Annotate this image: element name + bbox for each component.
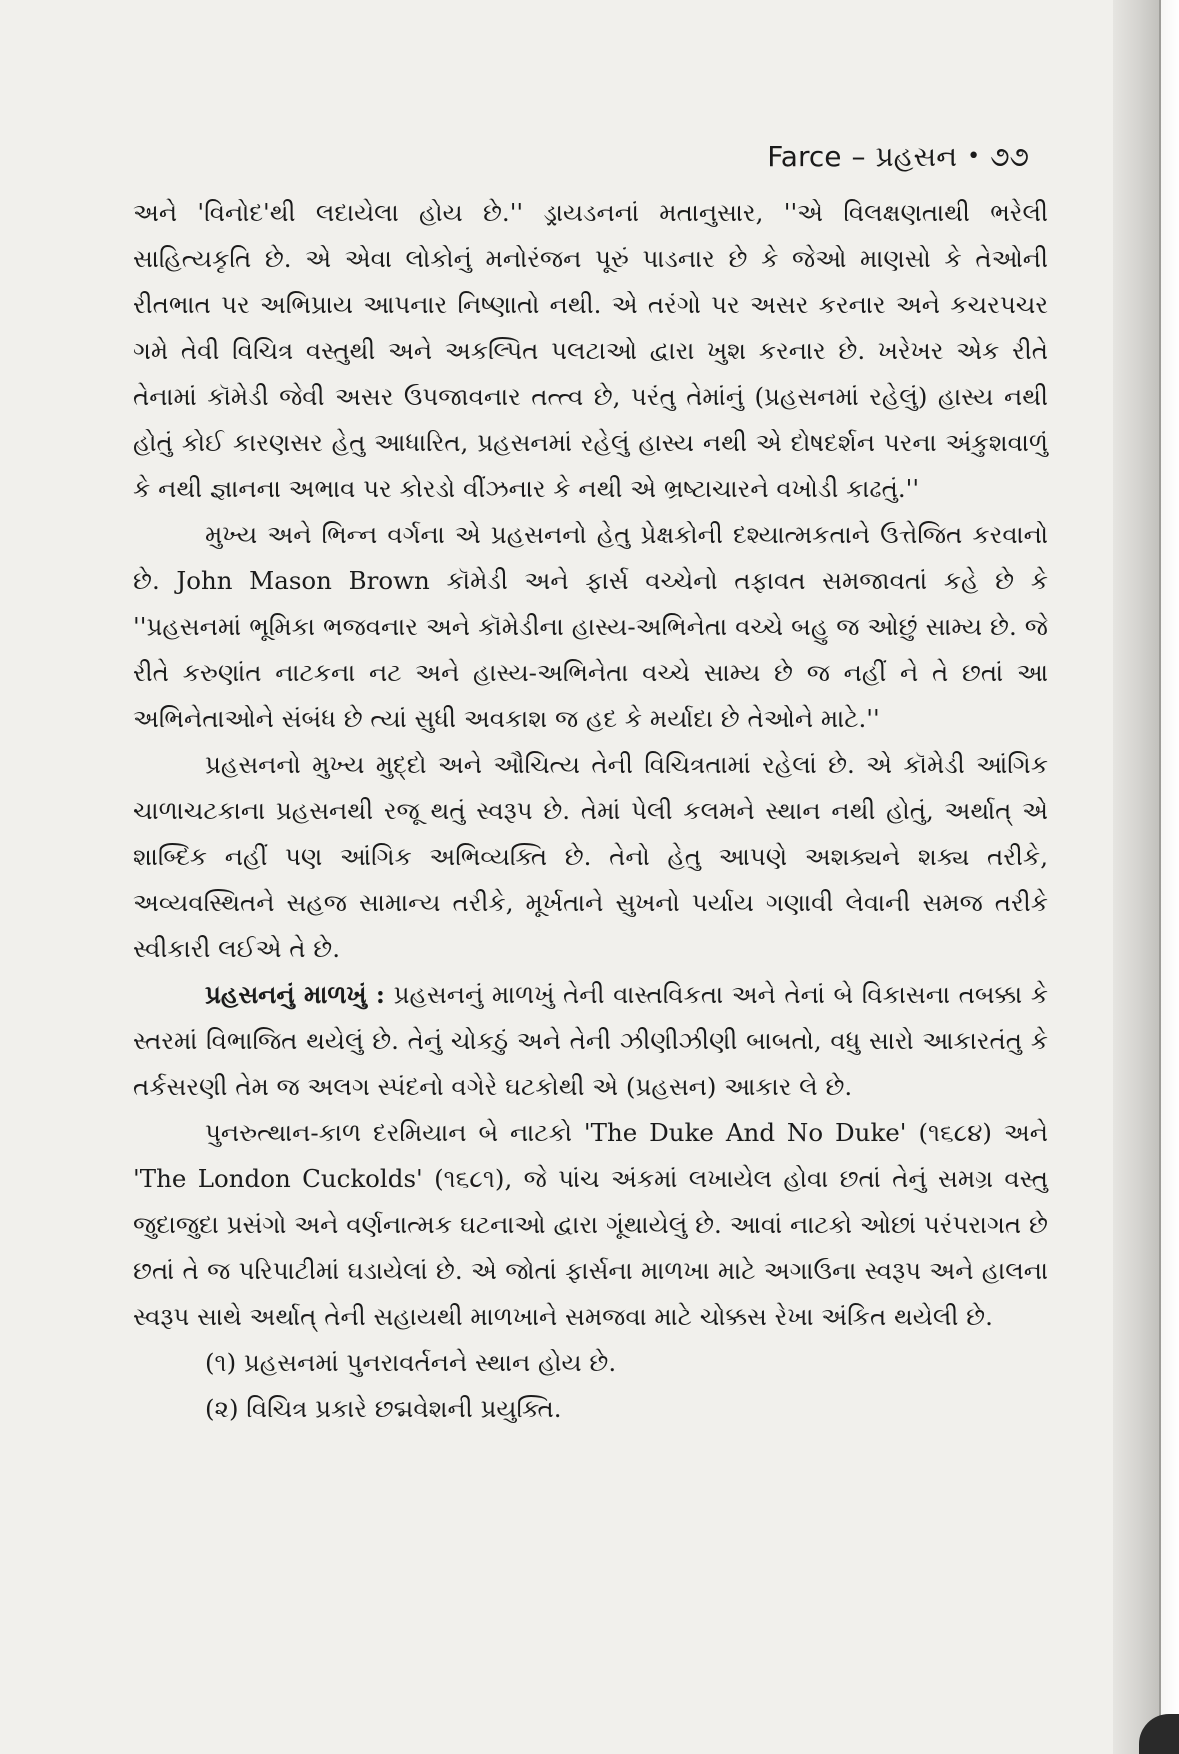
paragraph-1: અને 'વિનોદ'થી લદાયેલા હોય છે.'' ડ્રાયડનનાં મતાનુસાર, ''એ વિલક્ષણતાથી ભરેલી સાહિત્યકૃતિ છે. એ એવા લોકોનું મનોરંજન પૂરું પાડનાર છે કે જેઓ માણસો કે તેઓની રીતભાત પર અભિપ્રાય આપનાર નિષ્ણાતો નથી. એ તરંગો પર અસર કરનાર અને કચરપચર ગમે તેવી વિચિત્ર વસ્તુથી અને અકલ્પિત પલટાઓ દ્વારા ખુશ કરનાર છે. ખરેખર એક રીતે તેનામાં કૉમેડી જેવી અસર ઉપજાવનાર તત્ત્વ છે, પરંતુ તેમાંનું (પ્રહસનમાં રહેલું) હાસ્ય નથી હોતું કોઈ કારણસર હેતુ આધારિત, પ્રહસનમાં રહેલું હાસ્ય નથી એ દોષદર્શન પરના અંકુશવાળું કે નથી જ્ઞાનના અભાવ પર કોરડો વીંઝનાર કે નથી એ ભ્રષ્ટાચારને વખોડી કાઢતું.'' bbox=[133, 198, 1048, 503]
paragraph-2: મુખ્ય અને ભિન્ન વર્ગના એ પ્રહસનનો હેતુ પ્રેક્ષકોની દશ્યાત્મકતાને ઉત્તેજિત કરવાનો છે. John Mason Brown કૉમેડી અને ફાર્સ વચ્ચેનો તફાવત સમજાવતાં કહે છે કે ''પ્રહસનમાં ભૂમિકા ભજવનાર અને કૉમેડીના હાસ્ય-અભિનેતા વચ્ચે બહુ જ ઓછું સામ્ય છે. જે રીતે કરુણાંત નાટકના નટ અને હાસ્ય-અભિનેતા વચ્ચે સામ્ય છે જ નહીં ને તે છતાં આ અભિનેતાઓને સંબંધ છે ત્યાં સુધી અવકાશ જ હદ કે મર્યાદા છે તેઓને માટે.'' bbox=[133, 520, 1048, 733]
page-edge-line bbox=[1159, 0, 1161, 1754]
list-item-2: (૨) વિચિત્ર પ્રકારે છદ્મવેશની પ્રયુક્તિ. bbox=[205, 1394, 562, 1423]
header-title-gu: પ્રહસન bbox=[875, 140, 958, 173]
header-bullet: • bbox=[967, 144, 981, 169]
list-item-1: (૧) પ્રહસનમાં પુનરાવર્તનને સ્થાન હોય છે. bbox=[205, 1348, 617, 1377]
paragraph-4-text: પ્રહસનનું માળખું તેની વાસ્તવિકતા અને તેનાં બે વિકાસના તબક્કા કે સ્તરમાં વિભાજિત થયેલું છે. તેનું ચોકઠું અને તેની ઝીણીઝીણી બાબતો, વધુ સારો આકારતંતુ કે તર્કસરણી તેમ જ અલગ સ્પંદનો વગેરે ઘટકોથી એ (પ્રહસન) આકાર લે છે. bbox=[133, 980, 1048, 1101]
header-dash: – bbox=[851, 140, 866, 173]
body-text bbox=[133, 190, 1048, 1432]
paragraph-4 bbox=[133, 972, 1048, 1110]
page-number: ૭૭ bbox=[990, 140, 1029, 173]
paragraph-3: પ્રહસનનો મુખ્ય મુદ્દો અને ઔચિત્ય તેની વિચિત્રતામાં રહેલાં છે. એ કૉમેડી આંગિક ચાળાચટકાના પ્રહસનથી રજૂ થતું સ્વરૂપ છે. તેમાં પેલી કલમને સ્થાન નથી હોતું, અર્થાત્ એ શાબ્દિક નહીં પણ આંગિક અભિવ્યક્તિ છે. તેનો હેતુ આપણે અશક્યને શક્ય તરીકે, અવ્યવસ્થિતને સહજ સામાન્ય તરીકે, મૂર્ખતાને સુખનો પર્યાય ગણાવી લેવાની સમજ તરીકે સ્વીકારી લઈએ તે છે. bbox=[133, 750, 1048, 963]
page-edge bbox=[1113, 0, 1179, 1754]
section-heading: પ્રહસનનું માળખું : bbox=[205, 980, 385, 1009]
header-title-en: Farce bbox=[767, 140, 842, 173]
running-header bbox=[767, 140, 1029, 174]
paragraph-5: પુનરુત્થાન-કાળ દરમિયાન બે નાટકો 'The Duke And No Duke' (૧૬૮૪) અને 'The London Cuckolds' (૧૬૮૧), જે પાંચ અંકમાં લખાયેલ હોવા છતાં તેનું સમગ્ર વસ્તુ જુદાજુદા પ્રસંગો અને વર્ણનાત્મક ઘટનાઓ દ્વારા ગૂંથાયેલું છે. આવાં નાટકો ઓછાં પરંપરાગત છે છતાં તે જ પરિપાટીમાં ઘડાયેલાં છે. એ જોતાં ફાર્સના માળખા માટે અગાઉના સ્વરૂપ અને હાલના સ્વરૂપ સાથે અર્થાત્ તેની સહાયથી માળખાને સમજવા માટે ચોક્કસ રેખા અંકિત થયેલી છે. bbox=[133, 1118, 1048, 1331]
